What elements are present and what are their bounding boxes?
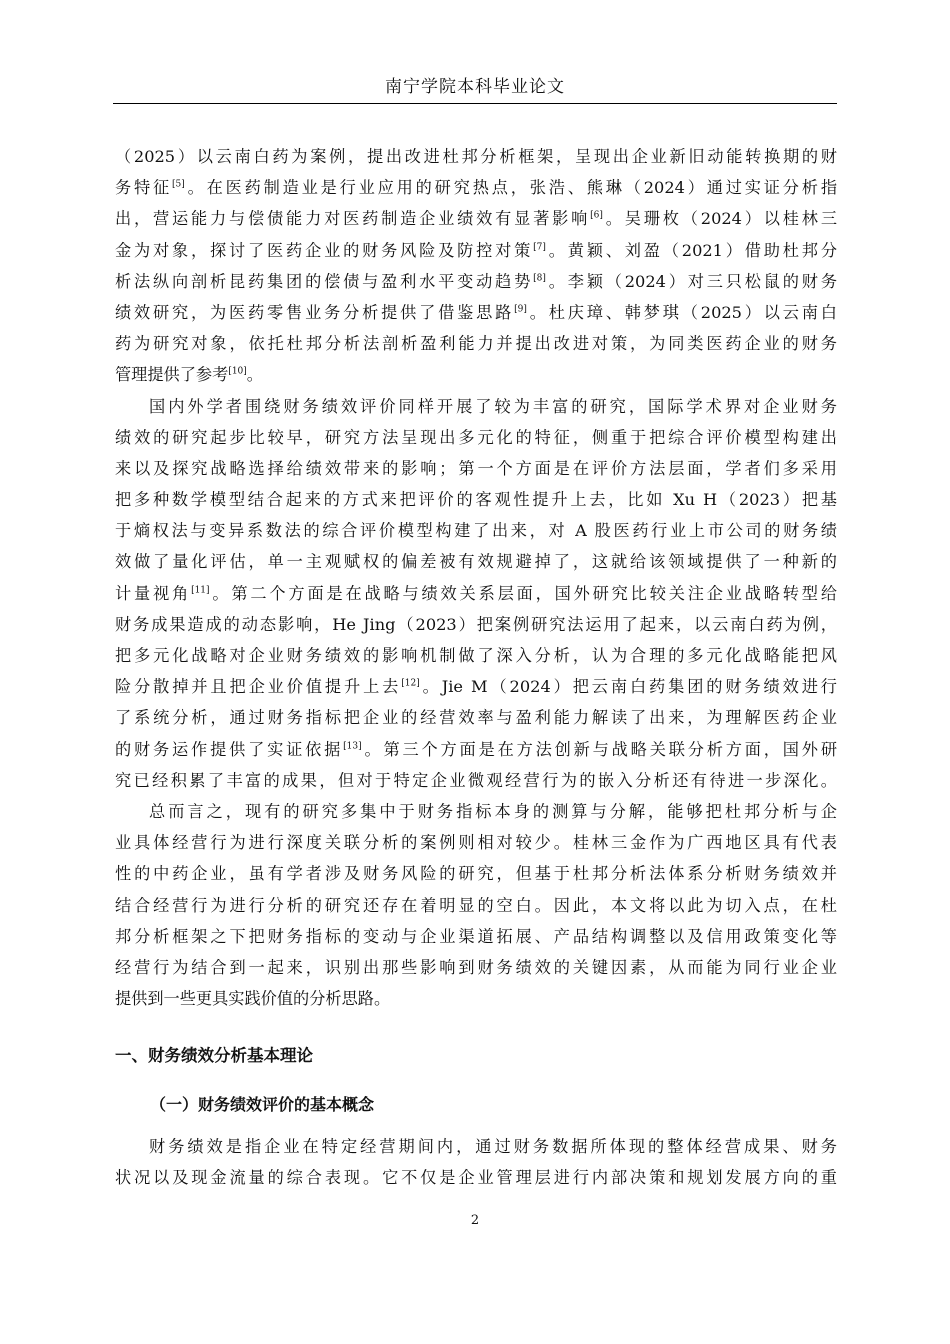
paragraph2-line-3: 来以及探究战略选择给绩效带来的影响；第一个方面是在评价方法层面，学者们多采用 <box>115 458 837 478</box>
citation-ref: [8] <box>533 273 546 283</box>
paragraph2-line-12: 的财务运作提供了实证依据[13]。第三个方面是在方法创新与战略关联分析方面，国外研 <box>115 739 838 759</box>
paragraph2-line-8: 财务成果造成的动态影响，He Jing（2023）把案例研究法运用了起来，以云南白药为例， <box>115 614 837 634</box>
paragraph4-line-1: 财务绩效是指企业在特定经营期间内，通过财务数据所体现的整体经营成果、财务 <box>149 1137 837 1156</box>
paragraph2-line-7: 计量视角[11]。第二个方面是在战略与绩效关系层面，国外研究比较关注企业战略转型给 <box>115 583 838 603</box>
section-heading: 一、财务绩效分析基本理论 <box>115 1046 313 1065</box>
citation-ref: [13] <box>343 740 362 751</box>
paragraph2-line-11: 了系统分析，通过财务指标把企业的经营效率与盈利能力解读了出来，为理解医药企业 <box>115 708 837 728</box>
page-number: 2 <box>470 1213 480 1228</box>
citation-ref: [11] <box>191 584 210 595</box>
paragraph2-line-1: 国内外学者围绕财务绩效评价同样开展了较为丰富的研究，国际学术界对企业财务 <box>149 396 837 416</box>
paragraph1-line-5: 析法纵向剖析昆药集团的偿债与盈利水平变动趋势[8]。李颖（2024）对三只松鼠的财务 <box>115 271 838 291</box>
paragraph3-line-4: 结合经营行为进行分析的研究还存在着明显的空白。因此，本文将以此为切入点，在杜 <box>115 895 837 915</box>
paragraph2-line-5: 于熵权法与变异系数法的综合评价模型构建了出来，对 A 股医药行业上市公司的财务绩 <box>115 521 837 541</box>
paragraph1-line-7: 药为研究对象，依托杜邦分析法剖析盈利能力并提出改进对策，为同类医药企业的财务 <box>115 334 837 354</box>
citation-ref: [7] <box>533 241 546 252</box>
paragraph3-line-2: 业具体经营行为进行深度关联分析的案例则相对较少。桂林三金作为广西地区具有代表 <box>115 833 837 853</box>
citation-ref: [5] <box>172 179 185 190</box>
citation-ref: [12] <box>401 678 420 689</box>
paragraph3-line-7: 提供到一些更具实践价值的分析思路。 <box>115 989 391 1009</box>
paragraph3-line-6: 经营行为结合到一起来，识别出那些影响到财务绩效的关键因素，从而能为同行业企业 <box>115 957 837 977</box>
citation-ref: [9] <box>514 304 527 315</box>
citation-ref: [10] <box>228 366 247 377</box>
paragraph3-line-3: 性的中药企业，虽有学者涉及财务风险的研究，但基于杜邦分析法体系分析财务绩效并 <box>115 864 837 884</box>
body-text-block <box>115 141 837 1014</box>
paragraph1-line-3: 出，营运能力与偿债能力对医药制造企业绩效有显著影响[6]。吴珊枚（2024）以桂林三 <box>115 209 838 229</box>
paragraph1-line-8: 管理提供了参考[10]。 <box>115 365 263 385</box>
paragraph2-line-4: 把多种数学模型结合起来的方式来把评价的客观性提升上去，比如 Xu H（2023）把基 <box>115 490 837 510</box>
paragraph2-line-2: 绩效的研究起步比较早，研究方法呈现出多元化的特征，侧重于把综合评价模型构建出 <box>115 427 837 447</box>
body-text-block-2 <box>115 1131 837 1193</box>
paragraph2-line-10: 险分散掉并且把企业价值提升上去[12]。Jie M（2024）把云南白药集团的财务绩效进行 <box>115 677 837 697</box>
paragraph2-line-9: 把多元化战略对企业财务绩效的影响机制做了深入分析，认为合理的多元化战略能把风 <box>115 646 837 665</box>
paragraph1-line-6: 绩效研究，为医药零售业务分析提供了借鉴思路[9]。杜庆璋、韩梦琪（2025）以云南白 <box>115 302 837 322</box>
running-header: 南宁学院本科毕业论文 <box>385 77 565 97</box>
paragraph3-line-1: 总而言之，现有的研究多集中于财务指标本身的测算与分解，能够把杜邦分析与企 <box>149 801 837 821</box>
paragraph4-line-2: 状况以及现金流量的综合表现。它不仅是企业管理层进行内部决策和规划发展方向的重 <box>115 1168 837 1188</box>
paragraph1-line-1: （2025）以云南白药为案例，提出改进杜邦分析框架，呈现出企业新旧动能转换期的财 <box>115 147 837 166</box>
paragraph2-line-13: 究已经积累了丰富的成果，但对于特定企业微观经营行为的嵌入分析还有待进一步深化。 <box>115 770 837 790</box>
subsection-heading: （一）财务绩效评价的基本概念 <box>150 1095 375 1114</box>
paragraph1-line-4: 金为对象，探讨了医药企业的财务风险及防控对策[7]。黄颖、刘盈（2021）借助杜邦分 <box>115 240 838 260</box>
paragraph2-line-6: 效做了量化评估，单一主观赋权的偏差被有效规避掉了，这就给该领域提供了一种新的 <box>115 552 837 572</box>
header-divider <box>113 103 837 104</box>
paragraph1-line-2: 务特征[5]。在医药制造业是行业应用的研究热点，张浩、熊琳（2024）通过实证分析指 <box>115 178 838 198</box>
citation-ref: [6] <box>590 210 603 221</box>
paragraph3-line-5: 邦分析框架之下把财务指标的变动与企业渠道拓展、产品结构调整以及信用政策变化等 <box>115 926 837 946</box>
